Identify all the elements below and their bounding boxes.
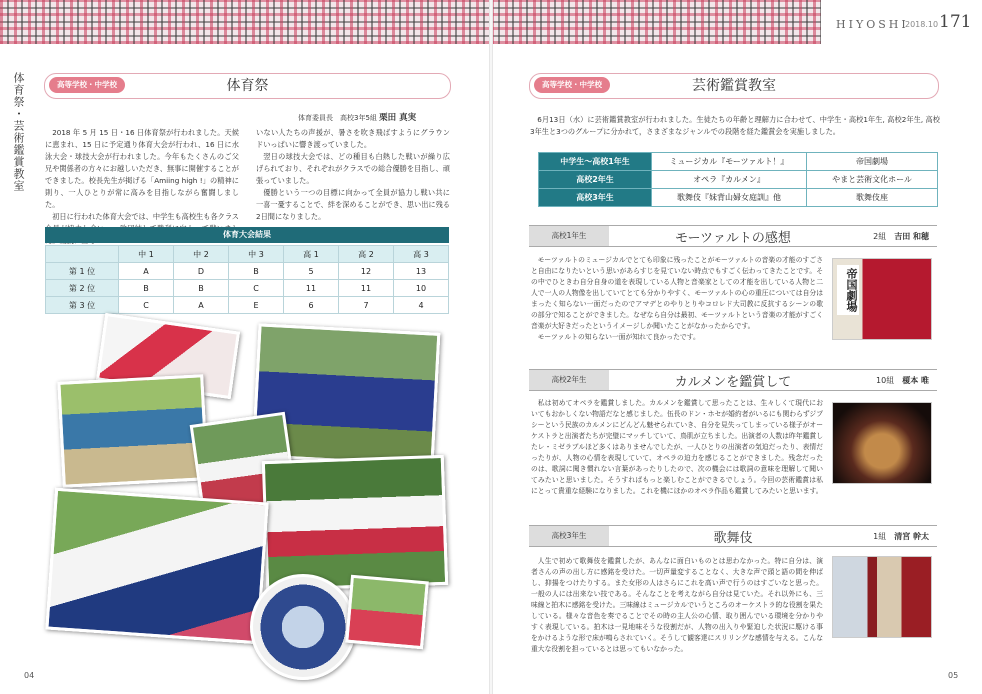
table-cell: 13 xyxy=(394,263,449,280)
table-cell: 第 2 位 xyxy=(46,280,119,297)
table-cell: 高校3年生 xyxy=(539,189,652,207)
page-title: 体育祭 xyxy=(226,78,269,94)
table-cell: 12 xyxy=(339,263,394,280)
table-cell: B xyxy=(229,263,284,280)
table-cell: 高校2年生 xyxy=(539,171,652,189)
review-text-kabuki xyxy=(531,556,823,655)
photo-tug-closeup xyxy=(45,488,268,645)
table-header: 高 3 xyxy=(394,246,449,263)
table-cell: やまと芸術文化ホール xyxy=(807,171,938,189)
table-cell: 歌舞伎『妹背山婦女庭訓』他 xyxy=(652,189,807,207)
review-author: 2組 吉田 和穂 xyxy=(873,232,929,241)
table-row xyxy=(539,189,938,207)
grade-label: 高校1年生 xyxy=(529,226,609,246)
review-title: カルメンを鑑賞して xyxy=(674,375,792,390)
issue-date: 2018.10 xyxy=(905,20,939,29)
review-text-carmen xyxy=(531,398,823,497)
table-cell: C xyxy=(229,280,284,297)
table-row xyxy=(46,263,449,280)
table-cell: B xyxy=(119,280,174,297)
table-cell: D xyxy=(174,263,229,280)
page-number-right: 05 xyxy=(948,671,959,680)
review-header-mozart xyxy=(529,225,937,247)
results-title: 体育大会結果 xyxy=(45,227,449,243)
side-label: 体育祭・芸術鑑賞教室 xyxy=(12,72,25,192)
photo-kabukiza xyxy=(832,556,932,638)
table-cell: ミュージカル『モーツァルト！』 xyxy=(652,153,807,171)
page-number-left: 04 xyxy=(24,671,35,680)
paragraph: 2018 年 5 月 15 日・16 日体育祭が行われました。天候に恵まれ、15 日に予定通り体育大会が行われ、16 日に水泳大会・球技大会が行われました。今年もたくさんのご父兄や関係者の方々にお越しいただき、無事に開催することができました。校長先生が掲げる「Amiing high !」の精神に則り、一人ひとりが常に高みを目指しながら奮闘しました。 xyxy=(45,128,239,209)
table-header: 中 2 xyxy=(174,246,229,263)
paragraph: 初日に行われた体育大会では、中学生も高校生も各クラス xyxy=(52,212,239,221)
school-tag: 高等学校・中学校 xyxy=(49,77,125,93)
paragraph: 6月13日（水）に芸術鑑賞教室が行われました。生徒たちの年齢と理解力に合わせて、中学生・高校1年生, 高校2年生, 高校3年生と3つのグループに分かれて，さまざまなジャンルでの段階を経た鑑賞会を実施しました。 xyxy=(530,115,940,136)
review-header-kabuki xyxy=(529,525,937,547)
photo-group-circle xyxy=(250,574,356,680)
photo-race-field xyxy=(345,575,429,650)
table-cell: 10 xyxy=(394,280,449,297)
theatre-sign: 帝国劇場 xyxy=(837,265,859,315)
byline-name: 栗田 真実 xyxy=(379,113,417,123)
page-title: 芸術鑑賞教室 xyxy=(692,78,776,94)
table-cell: B xyxy=(174,280,229,297)
table-cell: E xyxy=(229,297,284,314)
table-cell: A xyxy=(174,297,229,314)
table-row xyxy=(46,297,449,314)
paragraph: いない人たちの声援が、暑さを吹き飛ばすようにグラウンドいっぱいに響き渡っていました。 xyxy=(256,128,450,149)
magazine-name: HIYOSHI xyxy=(836,18,909,31)
review-author: 10組 榎本 唯 xyxy=(876,376,929,385)
table-row xyxy=(539,153,938,171)
grade-label: 高校2年生 xyxy=(529,370,609,390)
review-author: 1組 清宮 幹太 xyxy=(873,532,929,541)
review-title: モーツァルトの感想 xyxy=(675,231,791,246)
table-cell: A xyxy=(119,263,174,280)
paragraph: 翌日の球技大会では、どの種目も白熱した戦いが繰り広げられており、それぞれがクラスでの総合優勝を目指し、頑張っていました。 xyxy=(256,152,450,185)
byline-role: 体育委員長 高校3年5組 xyxy=(298,114,377,122)
photo-dance xyxy=(262,455,448,591)
program-table xyxy=(538,152,938,207)
grade-label: 高校3年生 xyxy=(529,526,609,546)
body-column-2 xyxy=(256,127,450,223)
table-cell: 11 xyxy=(284,280,339,297)
table-cell: 帝国劇場 xyxy=(807,153,938,171)
paragraph: 優勝という一つの目標に向かって全員が協力し戦い共に一喜一憂することで、絆を深めることができ、思い出に残る2日間になりました。 xyxy=(256,188,450,221)
table-header: 高 1 xyxy=(284,246,339,263)
section-header-art xyxy=(529,73,939,99)
table-cell: 第 3 位 xyxy=(46,297,119,314)
review-header-carmen xyxy=(529,369,937,391)
table-row xyxy=(539,171,938,189)
table-cell: 11 xyxy=(339,280,394,297)
table-cell: 7 xyxy=(339,297,394,314)
byline xyxy=(298,111,416,123)
table-header: 高 2 xyxy=(339,246,394,263)
table-header: 中 3 xyxy=(229,246,284,263)
table-row xyxy=(46,280,449,297)
paragraph: 人生で初めて歌舞伎を鑑賞したが、あんなに面白いものとは思わなかった。特に自分は、演者さんの声の出し方に感銘を受けた。一切声量変することなく、大きな声で頭と語の間を伸ばし、抑揚をつけたりする。また女形の人はさらにこれを高い声で行うのはすごいなと思った。一般の人には出来ない技である。そんなことを考えながら自分は見ていた。それ以外にも、三味線と拍木に感銘を受けた。三味線はミュージカルでいうところのオーケストラ的な役割を果たしている。様々な音色を奏でることでその時の主人公の心情、取り囲んでいる環境を分かりやすく表現している。拍木は一見地味そうな役割だが、人物の出入りや緊迫した状況に駆ける事をかけるような形で床が鳴らされていく。そうして観客達にスリリングな感情を与える。こんな重大な役割を担っているとは思ってもいなかった。 xyxy=(531,557,823,653)
photo-field-relay xyxy=(57,374,208,487)
results-table xyxy=(45,245,449,314)
photo-opera-stage xyxy=(832,402,932,484)
issue-number: 171 xyxy=(939,12,972,32)
table-cell: C xyxy=(119,297,174,314)
table-cell: 中学生〜高校1年生 xyxy=(539,153,652,171)
table-cell: 4 xyxy=(394,297,449,314)
table-cell: 6 xyxy=(284,297,339,314)
paragraph: モーツァルトの知らない一面が知れて良かったです。 xyxy=(537,333,700,341)
table-cell: 歌舞伎座 xyxy=(807,189,938,207)
table-cell: オペラ『カルメン』 xyxy=(652,171,807,189)
paragraph: 私は初めてオペラを鑑賞しました。カルメンを鑑賞して思ったことは、生々しくて現代においてもおかしくない物語だなと感じました。伍長のドン・ホセが婚約者がいるにも関わらずジプシーという民族のカルメンにどんどん魅せられていき、自分を見失ってしまっている様子がオーケストラと出演者たちが完璧にマッチしていて、鳥肌が立ちました。出演者の人数は昨年鑑賞したレ・ミゼラブルほど多くはありませんでしたが、一人ひとりの出演者の気迫だったり、表情だったりが、人物の心情を表現していて、オペラの迫力を感じることができました。残念だったのは、歌詞に聞き慣れない言葉があったりしたので、次の機会には歌詞の意味を理解して聞いてみたいと思いました。そうすればもっと楽しむことができるでしょう。今回の芸術鑑賞は私にとって貴重な経験になりました。これを機にほかのオペラ作品も鑑賞してみたいと思います。 xyxy=(531,399,823,495)
plaid-header-left xyxy=(0,0,491,44)
plaid-header-right xyxy=(491,0,821,44)
table-header: 中 1 xyxy=(119,246,174,263)
section-header-sports xyxy=(44,73,451,99)
table-header xyxy=(46,246,119,263)
paragraph: モーツァルトのミュージカルでとても印象に残ったことがモーツァルトの音楽の才能のすごさと自由になりたいという思いがあらすじを見ていない時点でもすごく伝わってきたことです。その中でひときわ自分自身の道を表現している人物と音楽家としての才能を出している人物と二人で一人の人物像を出していてとても分かりやすく、モーツァルトの心の重圧については自分はまったく知らない一面だったのでアマデとのやりとりやコロレド大司教に反抗するシーンの歌の部分で知ることができました。なぜなら自分は最初、モーツァルトという音楽の才能がすごく音楽が大好きだったというイメージしか聞いたことがなかったからです。 xyxy=(531,256,823,330)
review-title: 歌舞伎 xyxy=(713,531,753,546)
intro-text xyxy=(530,114,940,138)
table-header-row xyxy=(46,246,449,263)
school-tag: 高等学校・中学校 xyxy=(534,77,610,93)
photo-imperial-theatre xyxy=(832,258,932,340)
review-text-mozart xyxy=(531,255,823,343)
page-gutter xyxy=(489,0,493,694)
table-cell: 5 xyxy=(284,263,339,280)
table-cell: 第 1 位 xyxy=(46,263,119,280)
